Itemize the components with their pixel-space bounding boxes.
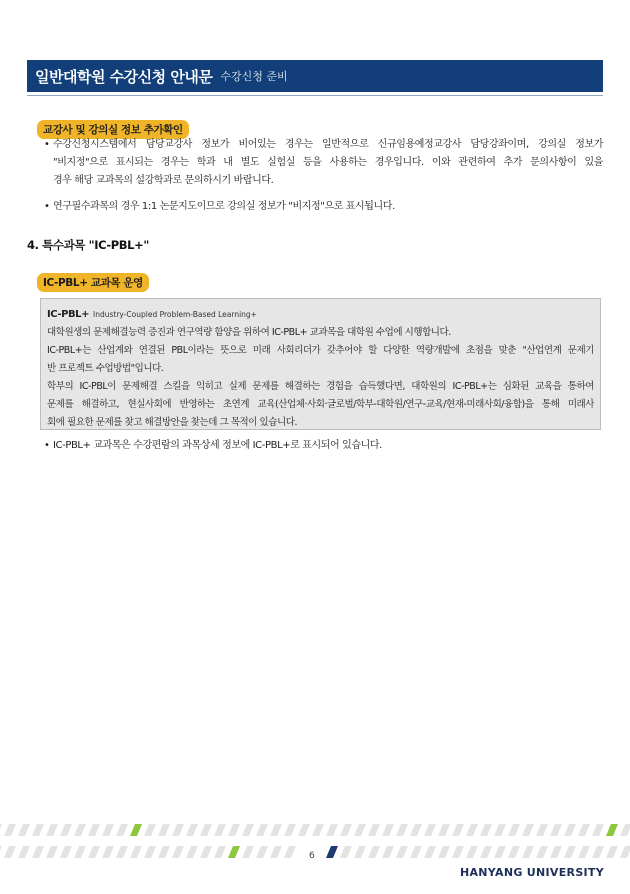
page-number: 6 [309, 851, 315, 861]
stripe [592, 846, 604, 858]
stripe [172, 824, 184, 836]
stripe [578, 846, 590, 858]
stripe [116, 824, 128, 836]
stripe-row-top [0, 824, 630, 836]
stripe [606, 846, 618, 858]
stripe [326, 824, 338, 836]
stripe [354, 824, 366, 836]
stripe [284, 824, 296, 836]
stripe [228, 824, 240, 836]
stripe [382, 824, 394, 836]
stripe [578, 824, 590, 836]
stripe [494, 846, 506, 858]
info-box-line: 반 프로젝트 수업방법"입니다. [47, 363, 164, 374]
bullet-dot: • [44, 139, 50, 150]
stripe [32, 824, 44, 836]
bullet-line: 수강신청시스템에서 담당교강사 정보가 비어있는 경우는 일반적으로 신규임용예정교강사 담당강좌이며, 강의실 정보가 [53, 139, 603, 150]
stripe [438, 846, 450, 858]
header-bar [27, 60, 603, 92]
stripe [466, 846, 478, 858]
stripe [550, 824, 562, 836]
bullet-classroom-1 [44, 136, 603, 190]
stripe [88, 846, 100, 858]
stripe [550, 846, 562, 858]
stripe [32, 846, 44, 858]
stripe [214, 824, 226, 836]
stripe [354, 846, 366, 858]
stripe [200, 846, 212, 858]
stripe [172, 846, 184, 858]
stripe [200, 824, 212, 836]
bullet-dot: • [44, 440, 50, 451]
stripe [424, 846, 436, 858]
bullet-line: "비지정"으로 표시되는 경우는 학과 내 별도 실험실 등을 사용하는 경우입니다. 이와 관련하여 추가 문의사항이 있을 [53, 157, 603, 168]
stripe [60, 846, 72, 858]
bullet-dot: • [44, 201, 50, 212]
stripe [452, 846, 464, 858]
stripe [18, 846, 30, 858]
bullet-classroom-2 [44, 198, 603, 216]
stripe [4, 846, 16, 858]
stripe [74, 846, 86, 858]
stripe [242, 824, 254, 836]
stripe [158, 846, 170, 858]
university-logo-text: HANYANG UNIVERSITY [459, 866, 604, 879]
stripe [424, 824, 436, 836]
stripe [46, 824, 58, 836]
stripe [452, 824, 464, 836]
stripe [256, 846, 268, 858]
stripe [46, 846, 58, 858]
stripe [396, 824, 408, 836]
bullet-line: 경우 해당 교과목의 설강학과로 문의하시기 바랍니다. [53, 175, 274, 186]
stripe [0, 824, 2, 836]
stripe [144, 846, 156, 858]
stripe [606, 824, 618, 836]
info-box-line: 대학원생의 문제해결능력 증진과 연구역량 함양을 위하여 IC-PBL+ 교과목을 대학원 수업에 시행합니다. [47, 327, 451, 338]
stripe [242, 846, 254, 858]
stripe [74, 824, 86, 836]
stripe [60, 824, 72, 836]
stripe [0, 846, 2, 858]
stripe [270, 824, 282, 836]
stripe [466, 824, 478, 836]
stripe [186, 824, 198, 836]
stripe [270, 846, 282, 858]
stripe [396, 846, 408, 858]
section-tag-classroom: 교강사 및 강의실 정보 추가확인 [37, 120, 189, 139]
stripe [410, 846, 422, 858]
stripe [144, 824, 156, 836]
stripe [284, 846, 296, 858]
page-title: 일반대학원 수강신청 안내문 [35, 67, 213, 86]
info-box-title: IC-PBL+ [47, 309, 89, 320]
stripe [102, 846, 114, 858]
info-box-line: 회에 필요한 문제를 찾고 해결방안을 찾는데 그 목적이 있습니다. [47, 417, 298, 428]
bullet-line: 연구필수과목의 경우 1:1 논문지도이므로 강의실 정보가 "비지정"으로 표시됩니다. [53, 201, 395, 212]
stripe [368, 824, 380, 836]
stripe [102, 824, 114, 836]
info-box-title-subtitle: Industry-Coupled Problem-Based Learning+ [93, 310, 257, 319]
stripe [256, 824, 268, 836]
bullet-ic-pbl [44, 437, 603, 455]
stripe [116, 846, 128, 858]
stripe [214, 846, 226, 858]
stripe [480, 846, 492, 858]
stripe [130, 846, 142, 858]
stripe [326, 846, 338, 858]
stripe [564, 846, 576, 858]
stripe [410, 824, 422, 836]
stripe [536, 846, 548, 858]
info-box-line: IC-PBL+는 산업계와 연결된 PBL이라는 뜻으로 미래 사회리더가 갖추어야 할 다양한 역량개발에 초점을 맞춘 "산업연계 문제기 [47, 345, 594, 356]
stripe [340, 824, 352, 836]
stripe [480, 824, 492, 836]
stripe [158, 824, 170, 836]
bullet-line: IC-PBL+ 교과목은 수강편람의 과목상세 정보에 IC-PBL+로 표시되어 있습니다. [53, 440, 382, 451]
stripe [522, 846, 534, 858]
stripe [228, 846, 240, 858]
stripe [620, 824, 630, 836]
stripe [536, 824, 548, 836]
stripe [382, 846, 394, 858]
stripe [494, 824, 506, 836]
stripe [508, 824, 520, 836]
footer-stripe-pattern [0, 820, 630, 870]
header-divider [27, 95, 603, 96]
stripe [340, 846, 352, 858]
stripe [18, 824, 30, 836]
stripe [186, 846, 198, 858]
stripe [4, 824, 16, 836]
stripe [592, 824, 604, 836]
stripe [438, 824, 450, 836]
section-tag-ic-pbl: IC-PBL+ 교과목 운영 [37, 273, 149, 292]
info-box-line: 문제를 해결하고, 현실사회에 반영하는 초연계 교육(산업체·사회·글로벌/학부-대학원/연구-교육/현재-미래사회/융합)을 통해 미래사 [47, 399, 594, 410]
stripe [312, 824, 324, 836]
page-subtitle: 수강신청 준비 [220, 70, 288, 83]
stripe [298, 824, 310, 836]
stripe [620, 846, 630, 858]
info-box-line: 학부의 IC-PBL이 문제해결 스킬을 익히고 실제 문제를 해결하는 경험을 습득했다면, 대학원의 IC-PBL+는 심화된 교육을 통하여 [47, 381, 594, 392]
stripe [130, 824, 142, 836]
stripe [522, 824, 534, 836]
stripe [368, 846, 380, 858]
ic-pbl-info-box [40, 298, 601, 430]
stripe [88, 824, 100, 836]
stripe [564, 824, 576, 836]
stripe [508, 846, 520, 858]
section-heading-ic-pbl: 4. 특수과목 "IC-PBL+" [27, 238, 149, 252]
info-box-title-line [47, 306, 594, 324]
